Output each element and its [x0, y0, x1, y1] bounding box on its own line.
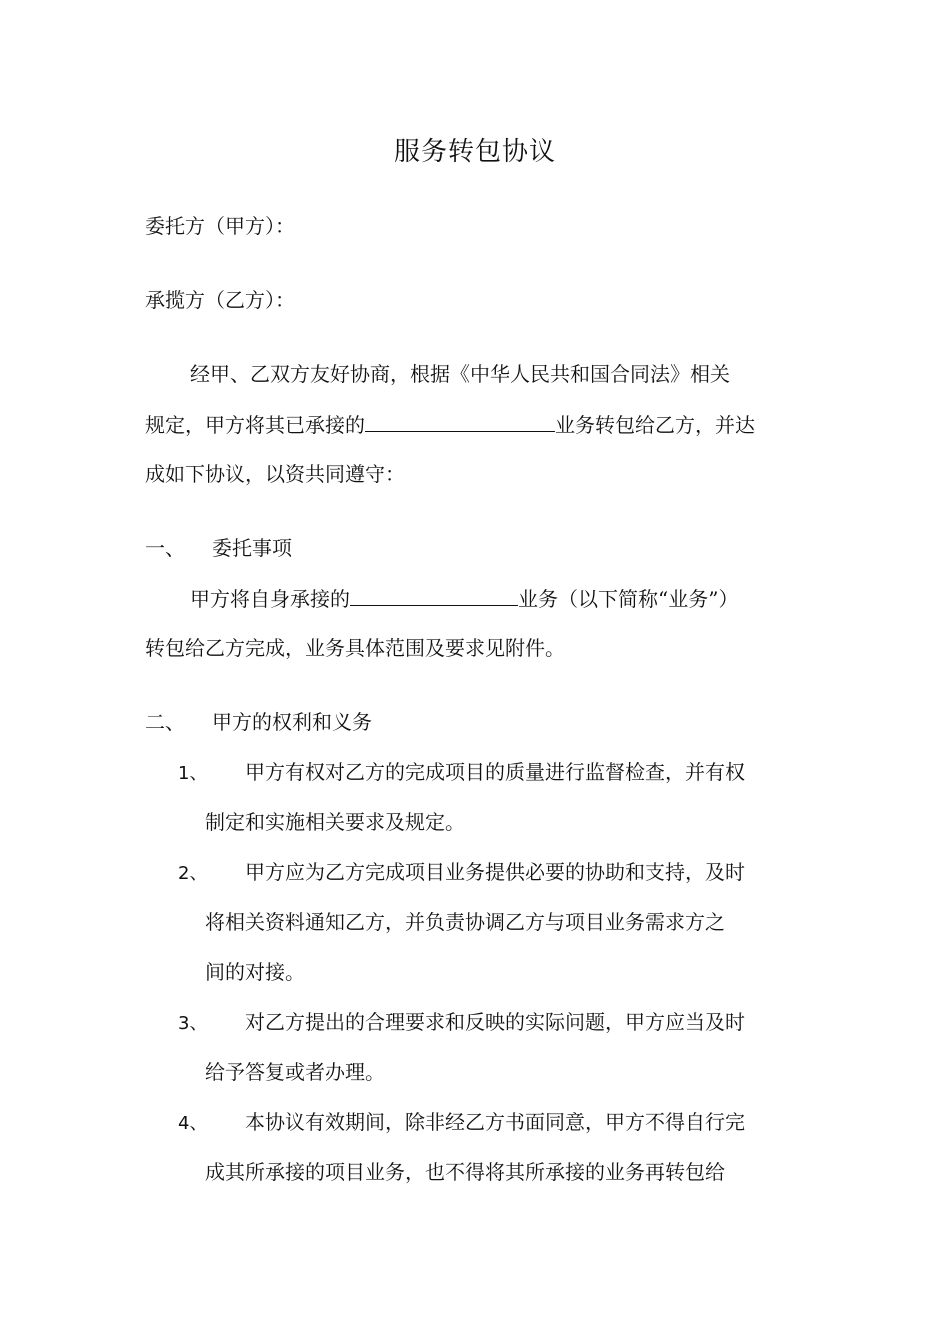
section-2-title: 甲方的权利和义务 [212, 710, 372, 734]
item-1-number: 1、 [178, 763, 208, 784]
item-2-text-1: 甲方应为乙方完成项目业务提供必要的协助和支持，及时 [245, 860, 745, 884]
item-1-line-1 [178, 757, 745, 789]
intro-line-2 [145, 409, 755, 440]
item-2-number: 2、 [178, 863, 208, 884]
section-1-line-1-post: 业务（以下简称“业务”） [518, 587, 739, 611]
section-1-number: 一、 [145, 536, 185, 560]
section-1-line-1 [190, 583, 738, 614]
item-1-text-1: 甲方有权对乙方的完成项目的质量进行监督检查，并有权 [245, 760, 745, 784]
item-3-number: 3、 [178, 1013, 208, 1034]
item-4-line-2: 成其所承接的项目业务，也不得将其所承接的业务再转包给 [205, 1160, 725, 1184]
party-b-label: 承揽方（乙方）： [145, 288, 295, 312]
party-a-label: 委托方（甲方）： [145, 214, 295, 238]
document-title: 服务转包协议 [393, 137, 556, 167]
intro-line-2-pre: 规定，甲方将其已承接的 [145, 413, 365, 437]
item-2-line-2: 将相关资料通知乙方，并负责协调乙方与项目业务需求方之 [205, 910, 725, 934]
item-3-line-1 [178, 1007, 745, 1039]
section-1-line-2: 转包给乙方完成，业务具体范围及要求见附件。 [145, 636, 565, 660]
intro-line-1: 经甲、乙双方友好协商，根据《中华人民共和国合同法》相关 [190, 362, 730, 386]
item-4-number: 4、 [178, 1113, 208, 1134]
business-blank-1 [365, 409, 555, 432]
item-2-line-3: 间的对接。 [205, 960, 305, 984]
intro-line-3: 成如下协议，以资共同遵守： [145, 462, 405, 486]
business-blank-2 [350, 583, 518, 606]
item-4-line-1 [178, 1107, 745, 1139]
section-2-number: 二、 [145, 710, 185, 734]
section-2-heading [145, 707, 372, 737]
intro-line-2-post: 业务转包给乙方，并达 [555, 413, 755, 437]
item-3-text-1: 对乙方提出的合理要求和反映的实际问题，甲方应当及时 [245, 1010, 745, 1034]
section-1-line-1-pre: 甲方将自身承接的 [190, 587, 350, 611]
item-3-line-2: 给予答复或者办理。 [205, 1060, 385, 1084]
item-1-line-2: 制定和实施相关要求及规定。 [205, 810, 465, 834]
item-2-line-1 [178, 857, 745, 889]
item-4-text-1: 本协议有效期间，除非经乙方书面同意，甲方不得自行完 [245, 1110, 745, 1134]
section-1-title: 委托事项 [212, 536, 292, 560]
section-1-heading [145, 533, 292, 563]
